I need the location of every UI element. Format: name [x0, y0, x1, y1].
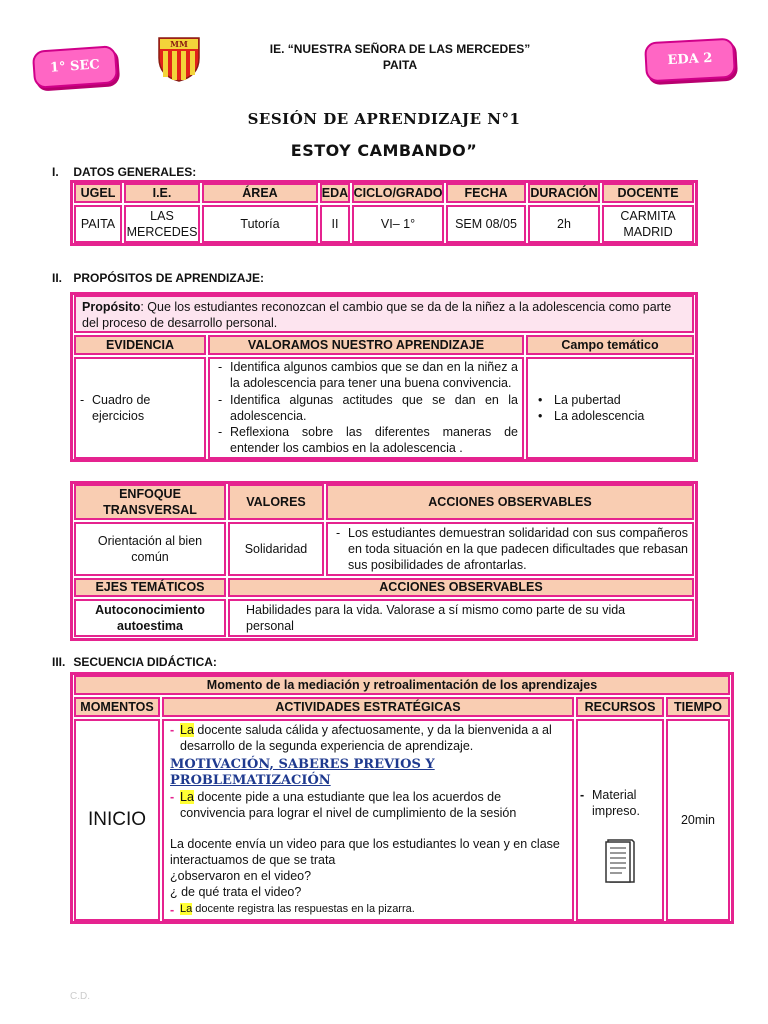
list-item: - Cuadro de ejercicios: [76, 392, 164, 425]
session-title: SESIÓN DE APRENDIZAJE N°1: [247, 110, 521, 128]
topic-cell: [526, 357, 694, 459]
activity-3: La docente envía un video para que los estudiantes lo vean y en clase interactuamos de que se trata: [170, 836, 560, 867]
col-ciclo: CICLO/GRADO: [352, 183, 444, 203]
activity-1: [170, 722, 566, 755]
col-actions: ACCIONES OBSERVABLES: [326, 484, 694, 520]
col-area: ÁREA: [202, 183, 318, 203]
section-num: II.: [52, 271, 63, 285]
axis-line-2: autoestima: [117, 619, 183, 633]
list-item: • La pubertad: [528, 392, 644, 408]
dash-marker: -: [170, 902, 175, 917]
section-sequence-heading: [52, 655, 217, 671]
activities-cell: [162, 719, 574, 921]
col-focus: ENFOQUE TRANSVERSAL: [74, 484, 226, 520]
col-eda-label: EDA: [321, 185, 349, 200]
activity-text: docente pide a una estudiante que lea los acuerdos de convivencia para lograr el nivel de cumplimiento de la sesión: [180, 790, 517, 821]
purpose-paragraph: [82, 299, 686, 332]
col-duracion: [528, 183, 600, 203]
col-actions-2: ACCIONES OBSERVABLES: [228, 578, 694, 597]
grade-badge: [32, 45, 118, 89]
col-time: TIEMPO: [666, 697, 730, 717]
motivation-title: MOTIVACIÓN, SABERES PREVIOS Y PROBLEMATIZACIÓN: [170, 756, 435, 788]
grade-badge-text: 1° SEC: [49, 56, 101, 76]
list-item: • La adolescencia: [528, 408, 644, 424]
value-cell: Solidaridad: [228, 522, 324, 576]
school-shield-icon: [157, 36, 201, 82]
evidence-cell: [74, 357, 206, 459]
school-name: [230, 42, 570, 73]
purpose-label: Propósito: [82, 300, 141, 314]
section-title: SECUENCIA DIDÁCTICA:: [73, 655, 217, 669]
action-2-cell: Habilidades para la vida. Valorase a sí mismo como parte de su vida personal: [228, 599, 694, 637]
section-purposes-heading: [52, 271, 264, 287]
school-line-2: PAITA: [382, 57, 418, 72]
session-subtitle: ESTOY CAMBANDO”: [290, 141, 478, 160]
section-general-heading: [52, 165, 196, 181]
col-duracion-label: DURACIÓN: [530, 185, 598, 200]
moment-label: INICIO: [87, 808, 147, 830]
purpose-text: : Que los estudiantes reconozcan el cambio que se da de la niñez a la adolescencia como parte del proceso de desarrollo personal.: [82, 300, 672, 331]
activities-content: [170, 722, 566, 916]
resource-text: Material impreso.: [592, 788, 640, 819]
section-title: PROPÓSITOS DE APRENDIZAJE:: [73, 271, 265, 285]
eda-badge-text: EDA 2: [667, 50, 713, 68]
activity-2: [170, 789, 566, 822]
section-num: I.: [52, 165, 59, 179]
val-area: Tutoría: [202, 205, 318, 243]
question-1: ¿observaron en el video?: [170, 869, 312, 883]
val-ie: LAS MERCEDES: [124, 205, 200, 243]
shield-letters: MM: [170, 39, 188, 49]
val-fecha: SEM 08/05: [446, 205, 526, 243]
footer-mark: C.D.: [70, 991, 90, 1002]
list-item: - Identifica algunos cambios que se dan en la niñez a la adolescencia para tener una buena convivencia.: [214, 359, 518, 392]
val-docente: CARMITA MADRID: [602, 205, 694, 243]
highlight-la: La: [180, 723, 194, 737]
section-title: DATOS GENERALES:: [73, 165, 197, 179]
val-ugel: PAITA: [74, 205, 122, 243]
col-activities: ACTIVIDADES ESTRATÉGICAS: [162, 697, 574, 717]
purpose-box: [74, 295, 694, 333]
val-ciclo: VI– 1°: [352, 205, 444, 243]
time-cell: [666, 719, 730, 921]
list-item: - Reflexiona sobre las diferentes maneras de entender los cambios en la adolescencia .: [214, 424, 518, 457]
question-2: ¿ de qué trata el video?: [170, 885, 302, 900]
col-ie: I.E.: [124, 183, 200, 203]
resource-item: [578, 787, 662, 820]
highlight-la: La: [180, 902, 193, 915]
list-item: - Identifica algunas actitudes que se dan en la adolescencia.: [214, 392, 518, 425]
learning-cell: [208, 357, 524, 459]
action-cell: [326, 522, 694, 576]
eda-badge: [644, 38, 736, 83]
activity-text: docente registra las respuestas en la pizarra.: [192, 902, 415, 915]
learning-list: [214, 359, 518, 457]
evidence-list: [76, 392, 204, 425]
highlight-la: La: [180, 790, 194, 804]
col-evidence: EVIDENCIA: [74, 335, 206, 355]
col-moments: MOMENTOS: [74, 697, 160, 717]
val-duracion: 2h: [528, 205, 600, 243]
col-eda: [320, 183, 350, 203]
val-eda: II: [320, 205, 350, 243]
activity-text: docente saluda cálida y afectuosamente, y da la bienvenida a al desarrollo de la segunda experiencia de aprendizaje.: [180, 723, 552, 754]
list-item: - Los estudiantes demuestran solidaridad con sus compañeros en toda situación en la que padecen dificultades que rebasan sus posibilidades de afrontarlas.: [332, 525, 688, 574]
col-values: VALORES: [228, 484, 324, 520]
focus-cell: Orientación al bien común: [74, 522, 226, 576]
col-axes: EJES TEMÁTICOS: [74, 578, 226, 597]
dash-marker: -: [580, 788, 585, 802]
activity-4: [170, 902, 566, 916]
time-value: 20min: [680, 812, 716, 827]
section-num: III.: [52, 655, 66, 669]
axis-cell: [74, 599, 226, 637]
col-ugel: UGEL: [74, 183, 122, 203]
school-line-1: IE. “NUESTRA SEÑORA DE LAS MERCEDES”: [269, 42, 531, 56]
resources-cell: [576, 719, 664, 921]
dash-marker: -: [170, 790, 175, 804]
col-topic: Campo temático: [526, 335, 694, 355]
printed-material-icon: [602, 838, 638, 884]
col-resources: RECURSOS: [576, 697, 664, 717]
topic-list: [528, 392, 644, 425]
axis-line-1: Autoconocimiento: [95, 602, 205, 617]
dash-marker: -: [170, 723, 175, 737]
col-docente: DOCENTE: [602, 183, 694, 203]
col-learning: VALORAMOS NUESTRO APRENDIZAJE: [208, 335, 524, 355]
sequence-banner: Momento de la mediación y retroalimentación de los aprendizajes: [74, 675, 730, 695]
action-list: [332, 525, 688, 574]
col-fecha: FECHA: [446, 183, 526, 203]
moment-cell: [74, 719, 160, 921]
